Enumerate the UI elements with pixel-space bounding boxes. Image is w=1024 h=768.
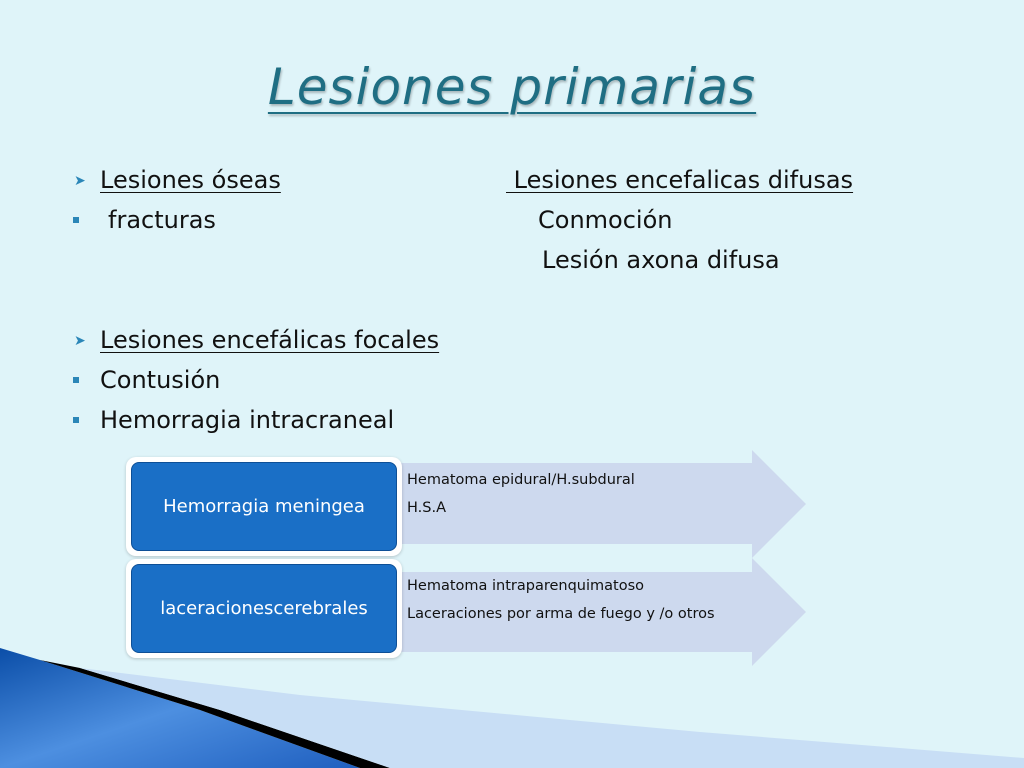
item-contusion: Contusión — [100, 366, 221, 394]
slide-title: Lesiones primarias — [267, 58, 757, 116]
detail-text: H.S.A — [407, 500, 446, 516]
item-conmocion: Conmoción — [538, 206, 673, 234]
item-lesion-axonal: Lesión axona difusa — [542, 246, 780, 274]
detail-text: Laceraciones por arma de fuego y /o otros — [407, 606, 715, 622]
decorative-swoosh — [0, 640, 1024, 768]
category-label-2: laceracionescerebrales — [131, 564, 397, 653]
arrow-bullet-icon: ➤ — [74, 333, 86, 349]
detail-list-1 — [407, 466, 635, 522]
heading-lesiones-oseas: Lesiones óseas — [100, 166, 281, 194]
heading-lesiones-difusas: Lesiones encefalicas difusas — [506, 166, 854, 194]
heading-lesiones-focales: Lesiones encefálicas focales — [100, 326, 440, 354]
item-hemorragia-intracraneal: Hemorragia intracraneal — [100, 406, 395, 434]
detail-text: Hematoma intraparenquimatoso — [407, 578, 645, 594]
item-fracturas: fracturas — [108, 206, 216, 234]
arrow-bullet-icon: ➤ — [74, 173, 86, 189]
detail-text: Hematoma epidural/H.subdural — [407, 472, 635, 488]
category-box-1 — [126, 457, 402, 556]
category-label-1: Hemorragia meningea — [131, 462, 397, 551]
detail-list-2 — [407, 572, 715, 628]
